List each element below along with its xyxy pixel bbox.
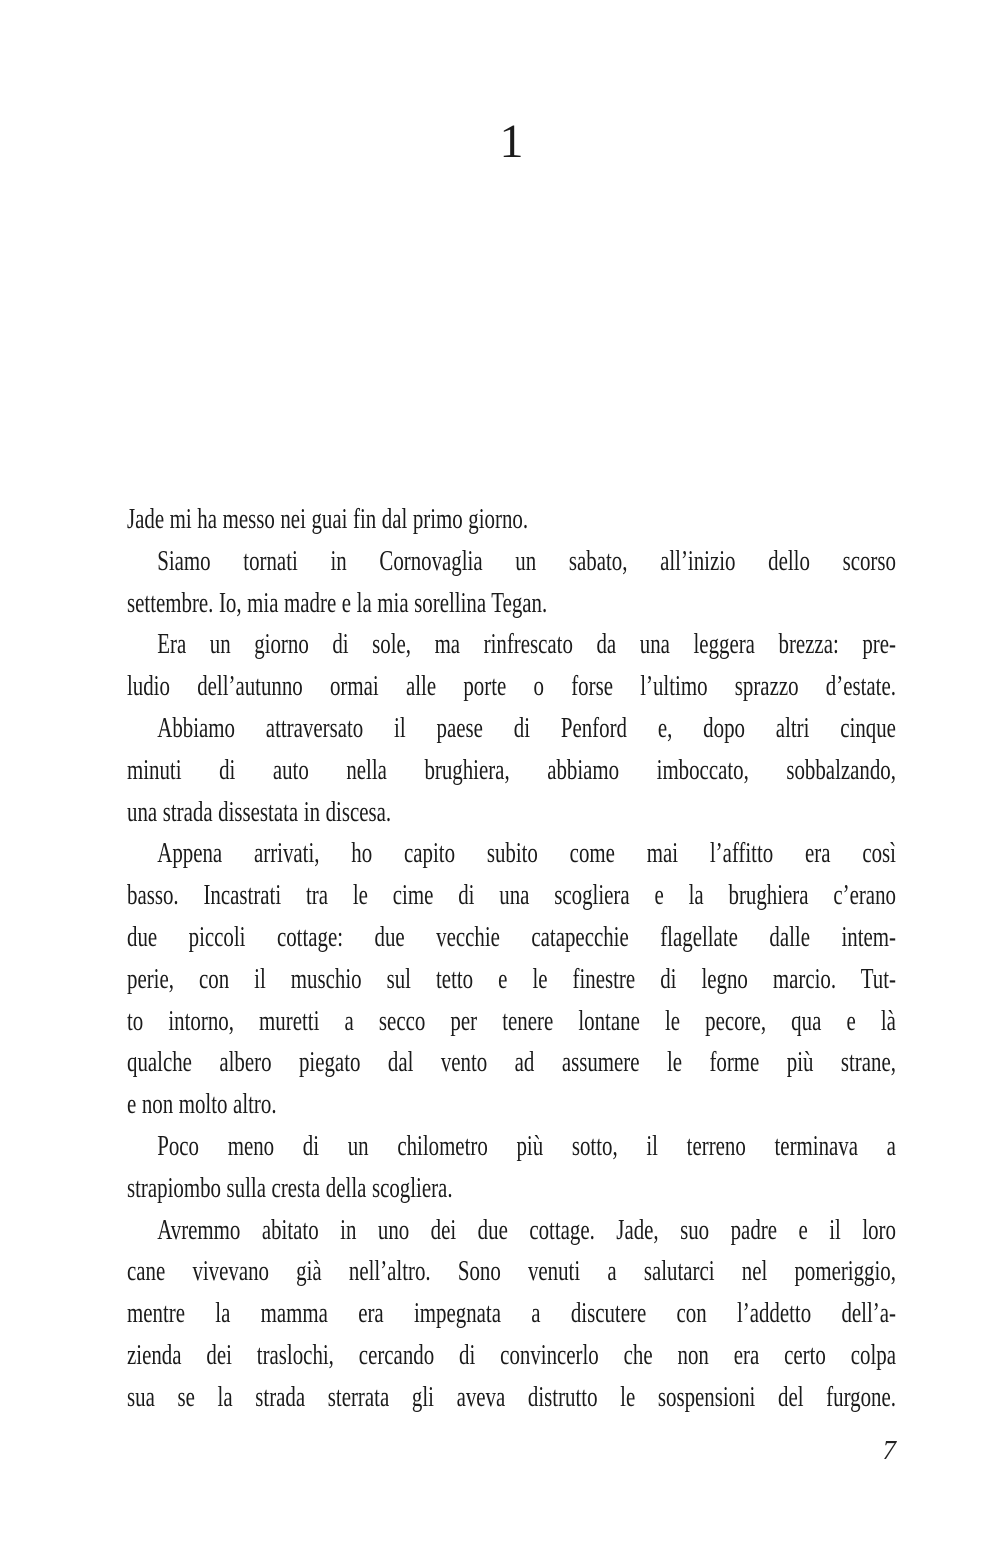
text-line: Avremmo abitato in uno dei due cottage. Jade, suo padre e il loro [157, 1213, 896, 1246]
paragraph [127, 499, 896, 541]
page-number: 7 [882, 1435, 896, 1465]
text-line: Abbiamo attraversato il paese di Penford e, dopo altri cinque [157, 711, 896, 744]
text-line: Appena arrivati, ho capito subito come mai l’affitto era così [157, 837, 896, 870]
text-line: una strada dissestata in discesa. [127, 795, 392, 828]
paragraph [127, 708, 896, 833]
text-line: sua se la strada sterrata gli aveva distrutto le sospensioni del furgone. [127, 1380, 896, 1413]
text-line: strapiombo sulla cresta della scogliera. [127, 1171, 453, 1204]
text-line: mentre la mamma era impegnata a discutere con l’addetto dell’a- [127, 1297, 896, 1330]
paragraph [127, 1126, 896, 1210]
text-line: to intorno, muretti a secco per tenere lontane le pecore, qua e là [127, 1004, 896, 1037]
text-line: minuti di auto nella brughiera, abbiamo imboccato, sobbalzando, [127, 753, 896, 786]
text-line: Siamo tornati in Cornovaglia un sabato, all’inizio dello scorso [157, 544, 896, 577]
body-text [127, 499, 896, 1419]
text-line: due piccoli cottage: due vecchie catapecchie flagellate dalle intem- [127, 920, 896, 953]
paragraph [127, 1210, 896, 1419]
text-line: basso. Incastrati tra le cime di una scogliera e la brughiera c’erano [127, 879, 896, 912]
text-line: perie, con il muschio sul tetto e le finestre di legno marcio. Tut- [127, 962, 896, 995]
paragraph [127, 833, 896, 1126]
text-line: e non molto altro. [127, 1088, 277, 1121]
paragraph [127, 541, 896, 625]
text-line: ludio dell’autunno ormai alle porte o forse l’ultimo sprazzo d’estate. [127, 670, 896, 703]
chapter-number: 1 [499, 115, 524, 168]
text-line: settembre. Io, mia madre e la mia sorellina Tegan. [127, 586, 548, 619]
text-line: cane vivevano già nell’altro. Sono venuti a salutarci nel pomeriggio, [127, 1255, 896, 1288]
text-line: Jade mi ha messo nei guai fin dal primo giorno. [127, 503, 529, 535]
paragraph [127, 624, 896, 708]
text-line: zienda dei traslochi, cercando di convincerlo che non era certo colpa [127, 1338, 896, 1371]
text-line: Era un giorno di sole, ma rinfrescato da una leggera brezza: pre- [157, 628, 896, 661]
text-line: qualche albero piegato dal vento ad assumere le forme più strane, [127, 1046, 896, 1079]
text-line: Poco meno di un chilometro più sotto, il terreno terminava a [157, 1129, 896, 1162]
